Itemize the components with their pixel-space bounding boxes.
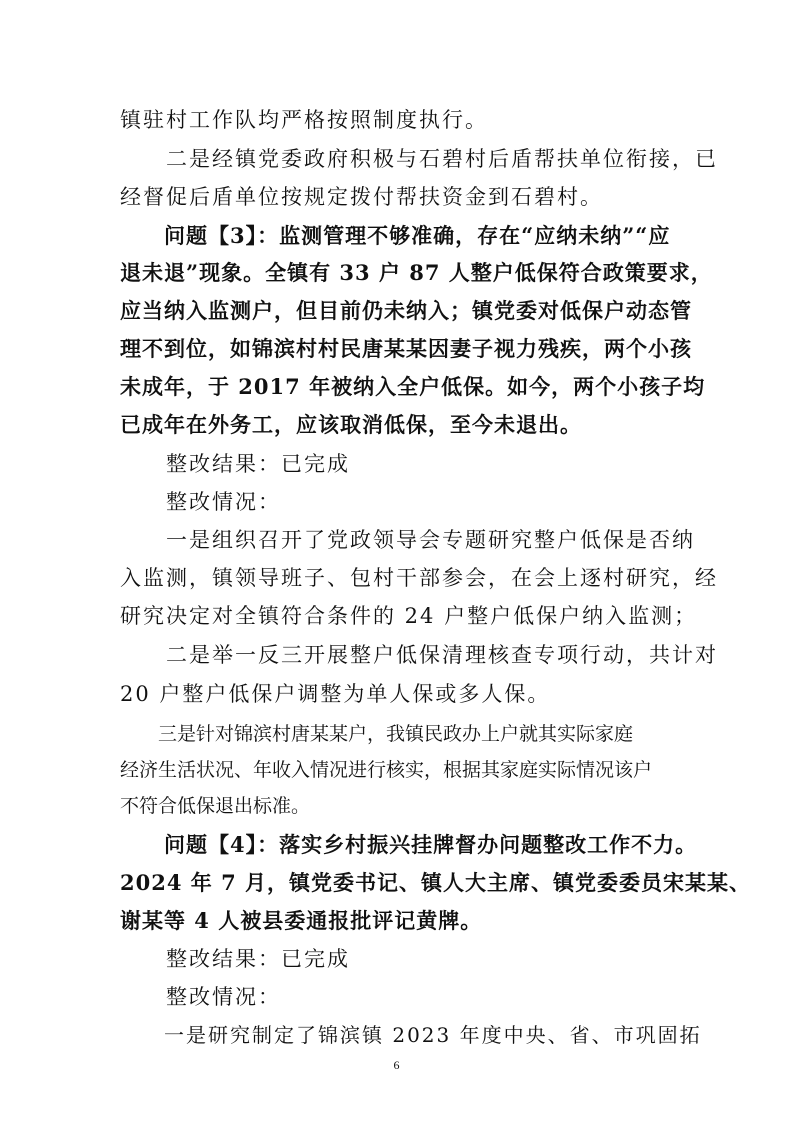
issue-heading-line: 理不到位，如锦滨村村民唐某某因妻子视力残疾，两个小孩 bbox=[120, 336, 692, 361]
issue-heading-line: 未成年，于 2017 年被纳入全户低保。如今，两个小孩子均 bbox=[120, 374, 706, 399]
rectification-result-line: 整改结果：已完成 bbox=[120, 947, 350, 971]
paragraph-line: 二是经镇党委政府积极与石碧村后盾帮扶单位衔接，已 bbox=[120, 147, 718, 171]
paragraph-line: 一是研究制定了锦滨镇 2023 年度中央、省、市巩固拓 bbox=[120, 1023, 702, 1047]
paragraph-line: 镇驻村工作队均严格按照制度执行。 bbox=[120, 108, 488, 132]
page-number: 6 bbox=[393, 1058, 400, 1072]
issue-heading-line: 问题【4】：落实乡村振兴挂牌督办问题整改工作不力。 bbox=[120, 832, 698, 857]
paragraph-line: 经督促后盾单位按规定拨付帮扶资金到石碧村。 bbox=[120, 185, 603, 209]
paragraph-line: 入监测，镇领导班子、包村干部参会，在会上逐村研究，经 bbox=[120, 566, 718, 590]
issue-heading-line: 退未退”现象。全镇有 33 户 87 人整户低保符合政策要求， bbox=[120, 260, 713, 285]
paragraph-line: 不符合低保退出标准。 bbox=[120, 795, 311, 817]
paragraph-line: 三是针对锦滨村唐某某户，我镇民政办上户就其实际家庭 bbox=[120, 723, 634, 745]
issue-heading-line: 应当纳入监测户，但目前仍未纳入；镇党委对低保户动态管 bbox=[120, 298, 692, 323]
rectification-result-line: 整改结果：已完成 bbox=[120, 452, 350, 476]
paragraph-line: 二是举一反三开展整户低保清理核查专项行动，共计对 bbox=[120, 643, 718, 667]
issue-heading-line: 2024 年 7 月，镇党委书记、镇人大主席、镇党委委员宋某某、 bbox=[120, 870, 751, 895]
paragraph-line: 20 户整户低保户调整为单人保或多人保。 bbox=[120, 682, 551, 706]
paragraph-line: 一是组织召开了党政领导会专题研究整户低保是否纳 bbox=[120, 528, 695, 552]
paragraph-line: 研究决定对全镇符合条件的 24 户整户低保户纳入监测； bbox=[120, 604, 698, 628]
rectification-status-line: 整改情况： bbox=[120, 985, 281, 1009]
rectification-status-line: 整改情况： bbox=[120, 490, 281, 514]
issue-heading-line: 谢某等 4 人被县委通报批评记黄牌。 bbox=[120, 908, 483, 933]
issue-heading-line: 问题【3】：监测管理不够准确，存在“应纳未纳”“应 bbox=[120, 223, 671, 248]
issue-heading-line: 已成年在外务工，应该取消低保，至今未退出。 bbox=[120, 412, 582, 437]
paragraph-line: 经济生活状况、年收入情况进行核实，根据其家庭实际情况该户 bbox=[120, 759, 653, 781]
